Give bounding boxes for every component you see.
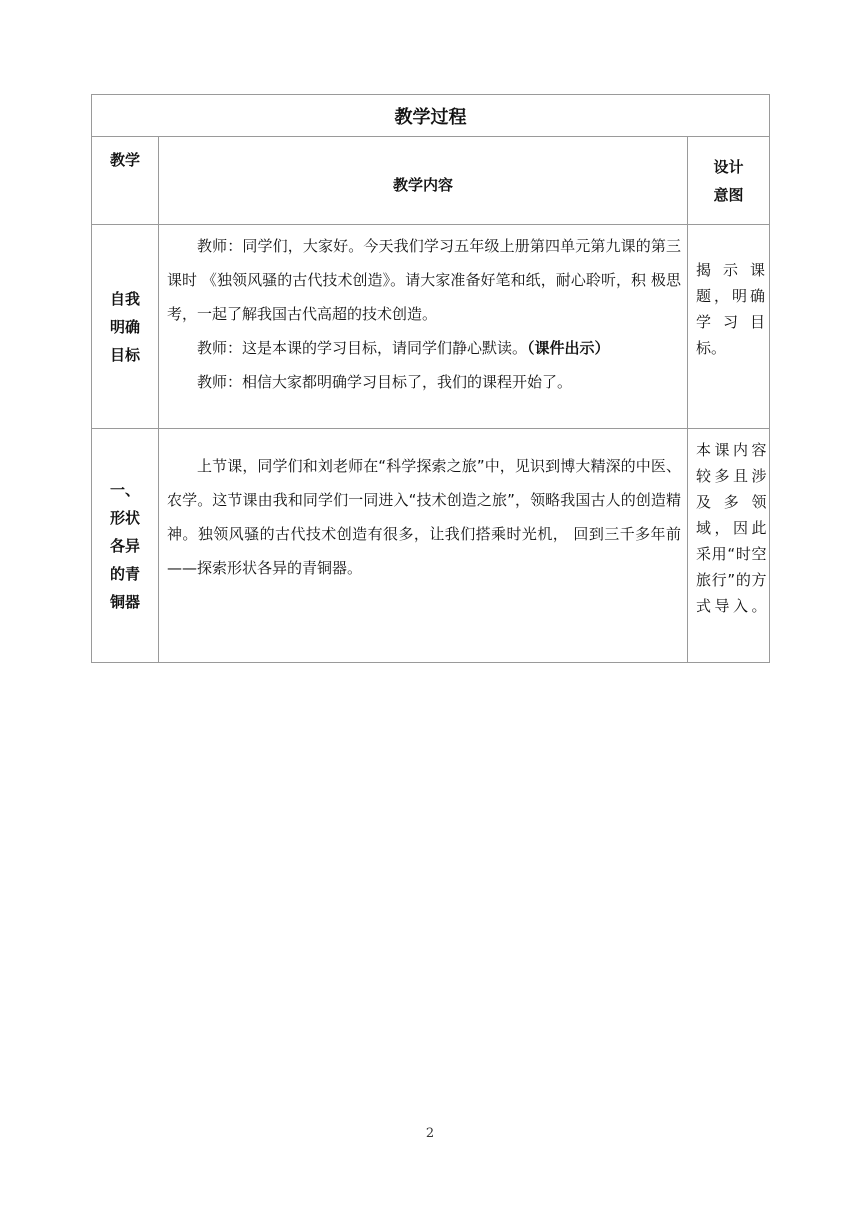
content-text: 教师：这是本课的学习目标，请同学们静心默读。 xyxy=(197,339,528,357)
content-paragraph: 上节课，同学们和刘老师在“科学探索之旅”中，见识到博大精深的中医、农学。这节课由我和同学们一同进入“技术创造之旅”，领略我国古人的创造精神。独领风骚的古代技术创造有很多，让我们搭乘时光机， 回到三千多年前——探索形状各异的青铜器。 xyxy=(167,457,681,577)
page-number: 2 xyxy=(425,1126,435,1141)
content-paragraph xyxy=(167,331,681,365)
header-intent xyxy=(688,137,770,225)
table-title: 教学过程 xyxy=(92,95,770,137)
header-stage: 教学 xyxy=(92,137,159,225)
teaching-process-table xyxy=(91,94,770,663)
design-intent xyxy=(688,429,770,663)
section-label-text: 自我明确目标 xyxy=(109,289,140,364)
section-content xyxy=(159,225,688,429)
header-intent-text: 设计意图 xyxy=(713,157,744,204)
header-content: 教学内容 xyxy=(159,137,688,225)
courseware-note: （课件出示） xyxy=(527,339,610,357)
content-paragraph: 教师：同学们，大家好。今天我们学习五年级上册第四单元第九课的第三课时 《独领风骚的古代技术创造》。请大家准备好笔和纸，耐心聆听，积 极思考，一起了解我国古代高超的技术创造。 xyxy=(167,237,681,323)
design-intent-text: 揭示课题，明确学习目标。 xyxy=(696,261,766,357)
section-label-text: 一、形状各异的青铜器 xyxy=(109,480,140,611)
section-label xyxy=(92,429,159,663)
content-paragraph: 教师：相信大家都明确学习目标了，我们的课程开始了。 xyxy=(197,373,573,391)
design-intent xyxy=(688,225,770,429)
section-content xyxy=(159,429,688,663)
design-intent-text: 本课内容较多且涉及多领域，因此采用“时空旅行”的方式导入。 xyxy=(696,441,768,615)
section-label xyxy=(92,225,159,429)
